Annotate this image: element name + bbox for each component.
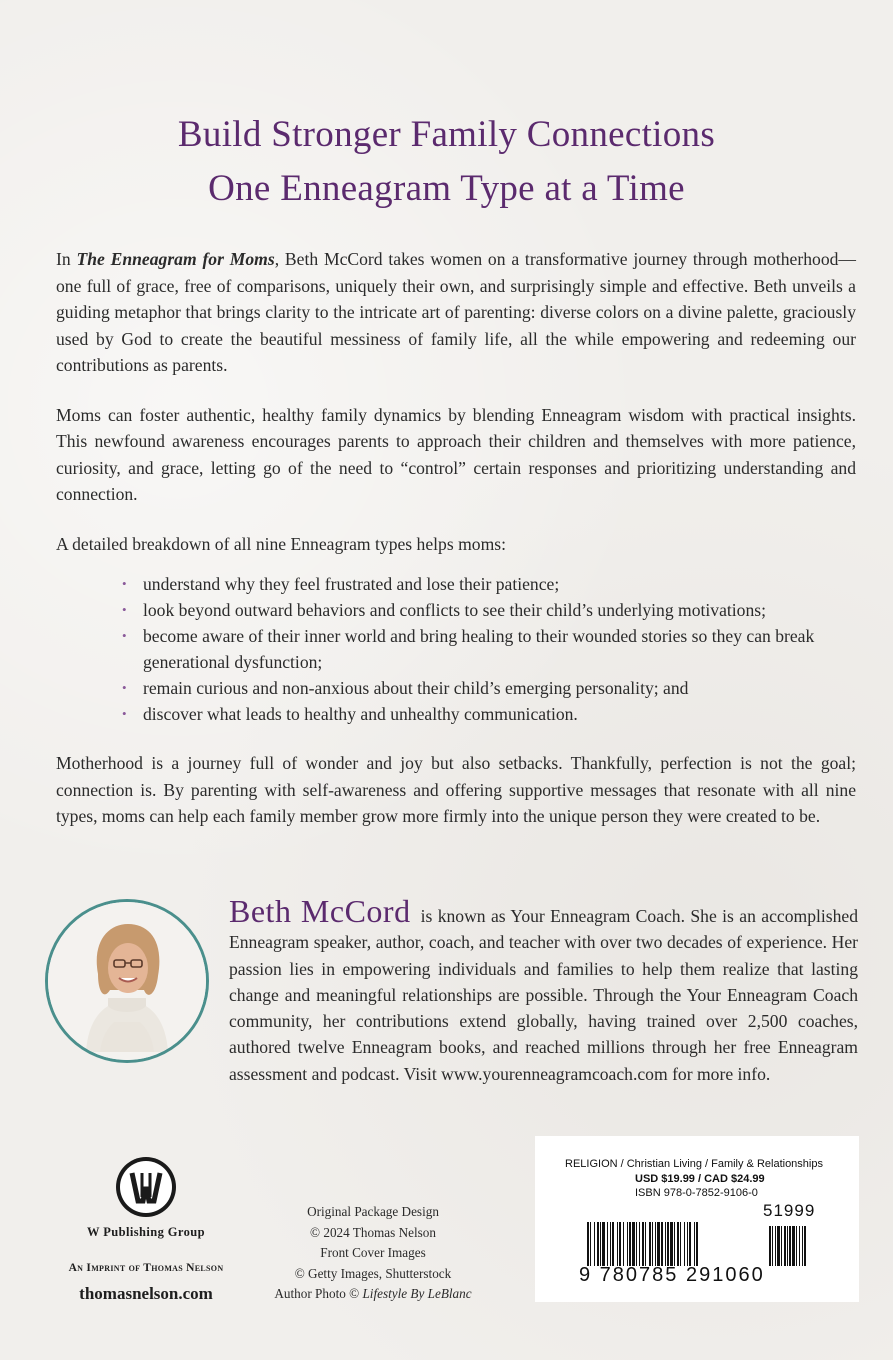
barcode-box bbox=[535, 1136, 859, 1302]
barcode-icon bbox=[587, 1222, 833, 1266]
bisac-category: RELIGION / Christian Living / Family & Relationships bbox=[565, 1158, 823, 1170]
price-addon-code: 51999 bbox=[763, 1201, 816, 1220]
w-publishing-logo-icon bbox=[114, 1155, 178, 1219]
credit-line: Original Package Design bbox=[307, 1204, 439, 1219]
author-photo bbox=[45, 899, 209, 1063]
benefits-list bbox=[56, 571, 856, 727]
bullet-icon: • bbox=[122, 628, 127, 643]
barcode-number: 9 780785 291060 bbox=[579, 1264, 765, 1286]
description-paragraph-4: Motherhood is a journey full of wonder and joy but also setbacks. Thankfully, perfection is not the goal; connection is. By parenting with self-awareness and offering supportive messages that resonate with all nine types, moms can help each family member grow more firmly into the unique person they were created to be. bbox=[56, 753, 856, 826]
headline-line-1: Build Stronger Family Connections bbox=[177, 114, 716, 155]
bullet-icon: • bbox=[122, 680, 127, 695]
bullet-icon: • bbox=[122, 706, 127, 721]
credit-line: Front Cover Images bbox=[320, 1245, 426, 1261]
list-item: • understand why they feel frustrated and lose their patience; bbox=[56, 571, 856, 597]
list-item: • look beyond outward behaviors and conflicts to see their child’s underlying motivations; bbox=[56, 597, 856, 623]
list-item: • become aware of their inner world and bring healing to their wounded stories so they can break generational dysfunction; bbox=[56, 623, 856, 675]
publisher-name: W Publishing Group bbox=[87, 1225, 205, 1239]
isbn: ISBN 978-0-7852-9106-0 bbox=[635, 1187, 758, 1199]
author-bio bbox=[229, 893, 859, 1087]
book-title: The Enneagram for Moms bbox=[76, 249, 275, 269]
author-bio-text: is known as Your Enneagram Coach. She is an accomplished Enneagram speaker, author, coach, and teacher with over two decades of experience. Her passion lies in empowering individuals and families to help them realize that lasting change and meaningful relationships are possible. Through the Your Enneagram Coach community, her contributions extend globally, having trained over 2,500 coaches, authored twelve Enneagram books, and reached millions through her free Enneagram assessment and podcast. Visit www.yourenneagramcoach.com for more info. bbox=[229, 906, 859, 1084]
publisher-website: thomasnelson.com bbox=[79, 1284, 213, 1303]
headline-line-2: One Enneagram Type at a Time bbox=[208, 168, 685, 209]
design-credits bbox=[262, 1202, 484, 1305]
p1-prefix: In bbox=[56, 249, 77, 269]
description-paragraph-1 bbox=[56, 246, 856, 379]
credit-line: © Getty Images, Shutterstock bbox=[294, 1265, 452, 1281]
list-item: • remain curious and non-anxious about their child’s emerging personality; and bbox=[56, 675, 856, 701]
headline bbox=[0, 108, 893, 216]
credit-line: © 2024 Thomas Nelson bbox=[310, 1224, 436, 1240]
list-item: • discover what leads to healthy and unhealthy communication. bbox=[56, 701, 856, 727]
publisher-block bbox=[50, 1155, 242, 1304]
p1-rest: , Beth McCord takes women on a transformative journey through motherhood—one full of grace, free of comparisons, uniquely their own, and surprisingly simple and effective. Beth unveils a guiding metaphor that brings clarity to the intricate art of parenting: diverse colors on a divine palette, graciously used by God to create the beautiful messiness of family life, all the while empowering and redeeming our contributions as parents. bbox=[56, 249, 857, 375]
bullet-icon: • bbox=[122, 576, 127, 591]
bullet-icon: • bbox=[122, 602, 127, 617]
author-portrait-icon bbox=[48, 902, 206, 1060]
description-paragraph-2: Moms can foster authentic, healthy family dynamics by blending Enneagram wisdom with practical insights. This newfound awareness encourages parents to approach their children and themselves with more patience, curiosity, and grace, letting go of the need to “control” certain responses and prioritizing understanding and connection. bbox=[56, 404, 856, 504]
credit-line: Author Photo © Lifestyle By LeBlanc bbox=[274, 1286, 472, 1302]
author-name: Beth McCord bbox=[229, 893, 411, 929]
price: USD $19.99 / CAD $24.99 bbox=[635, 1173, 765, 1185]
description-paragraph-3: A detailed breakdown of all nine Enneagram types helps moms: bbox=[56, 533, 506, 554]
publisher-imprint: An Imprint of Thomas Nelson bbox=[68, 1262, 224, 1274]
description bbox=[56, 246, 856, 853]
